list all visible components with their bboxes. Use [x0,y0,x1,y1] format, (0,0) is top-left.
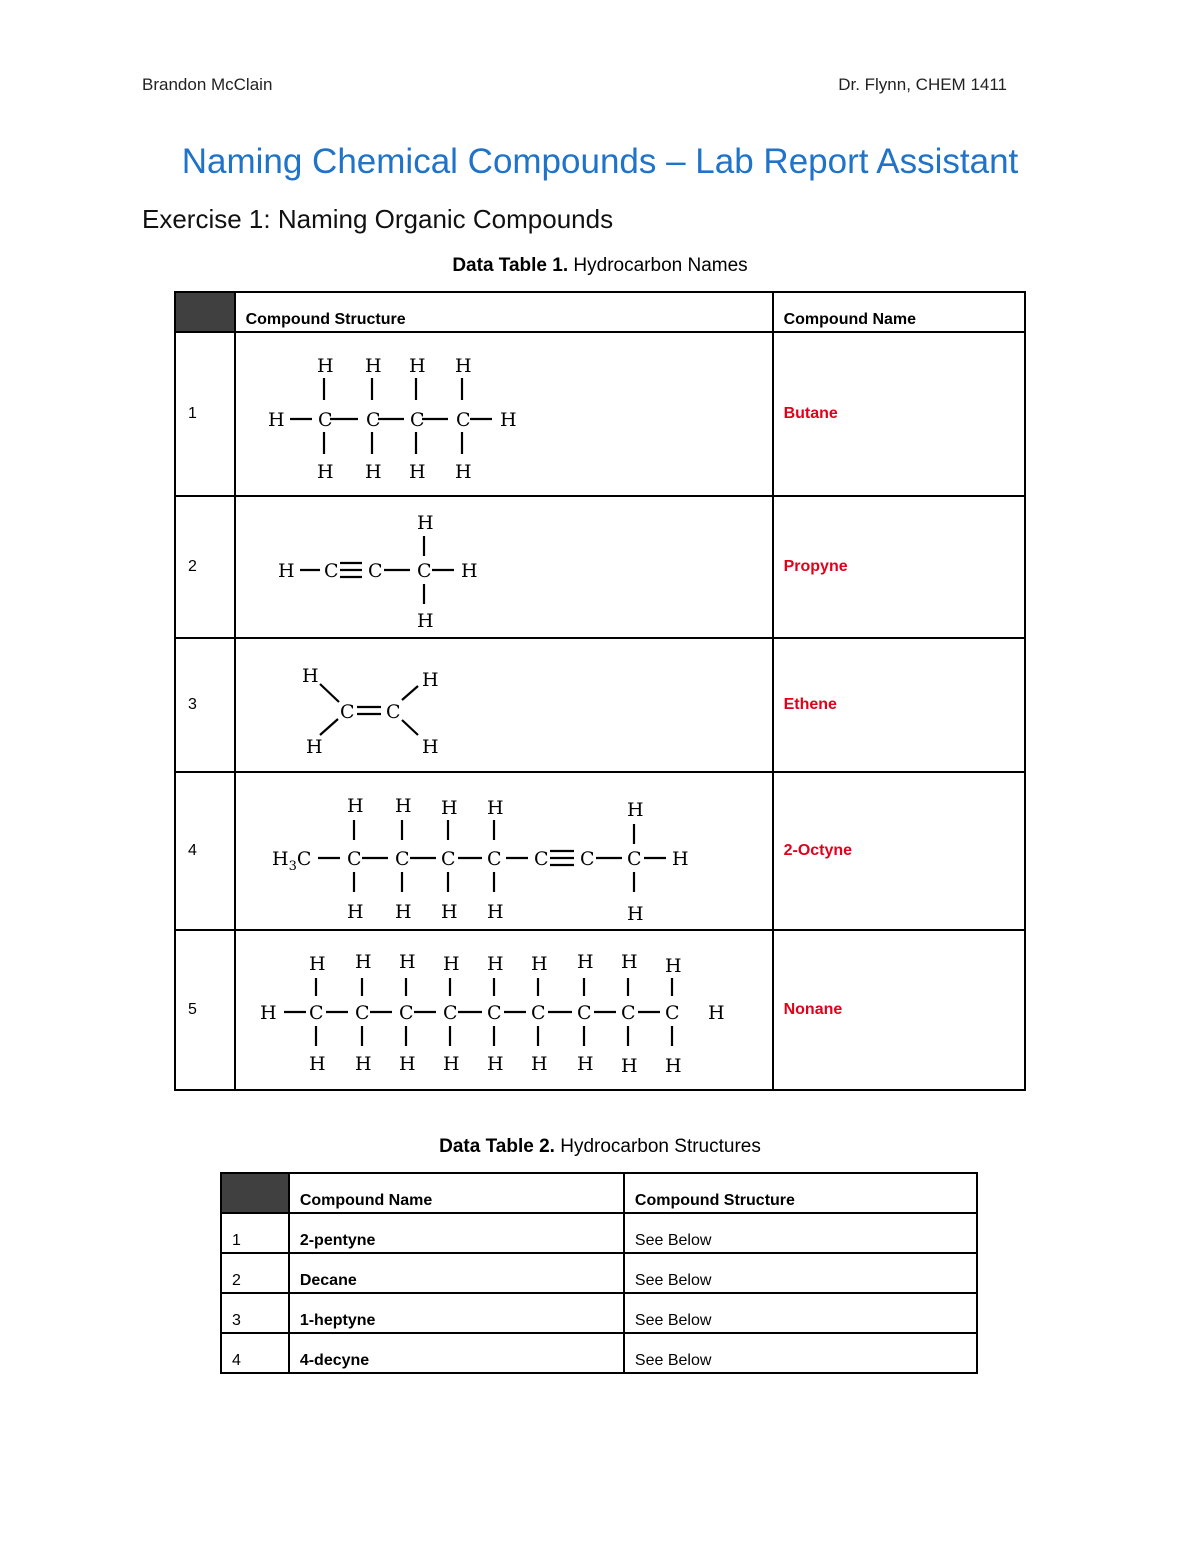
atom-h: H [354,951,372,973]
atom-c: C [385,701,401,723]
atom-h: H [364,461,382,483]
atom-h: H [408,355,426,377]
atom-c: C [367,560,383,582]
header-corner-cell [175,292,235,332]
atom-h: H [486,953,504,975]
atom-h: H [576,1053,594,1075]
atom-h: H [271,848,289,870]
table-row [175,638,1025,772]
atom-c: C [323,560,339,582]
row-number: 2 [175,496,235,638]
atom-h: H [394,795,412,817]
header-course: Dr. Flynn, CHEM 1411 [838,75,1007,94]
atom-h: H [664,955,682,977]
row-number: 5 [175,930,235,1090]
atom-h: H [530,953,548,975]
atom-h: H [398,951,416,973]
atom-h: H [664,1055,682,1077]
atom-h: H [316,461,334,483]
table1-caption-label: Data Table 1. [452,255,569,276]
atom-h: H [416,512,434,534]
table-row [221,1253,977,1293]
atom-c: C [530,1002,546,1024]
compound-name: 2-Octyne [773,772,1025,930]
atom-h: H [671,848,689,870]
atom-h: H [626,903,644,925]
atom-h: H [454,355,472,377]
atom-h: H [486,797,504,819]
atom-h: H [398,1053,416,1075]
atom-c: C [620,1002,636,1024]
structure-cell [235,930,773,1090]
structure-cell [235,332,773,496]
atom-h: H [416,610,434,632]
atom-h: H [620,951,638,973]
atom-h: H [440,901,458,923]
atom-h: H [460,560,478,582]
atom-c: C [296,848,311,870]
ethene-structure [236,640,772,770]
table-header-row [175,292,1025,332]
atom-c: C [339,701,355,723]
table2-caption [0,1136,1200,1158]
compound-name: 4-decyne [289,1333,624,1373]
subscript: 3 [288,859,297,874]
exercise-heading: Exercise 1: Naming Organic Compounds [142,204,614,234]
atom-h: H [408,461,426,483]
hydrocarbon-structures-table [220,1172,978,1374]
table2-caption-label: Data Table 2. [439,1136,555,1157]
atom-h: H [259,1002,277,1024]
atom-h: H [499,409,517,431]
table1-caption-text: Hydrocarbon Names [568,255,748,276]
atom-c: C [455,409,471,431]
butane-structure [236,334,772,494]
atom-h: H [277,560,295,582]
atom-h: H [440,797,458,819]
atom-c: C [409,409,425,431]
nonane-bonds [284,978,672,1046]
atom-h: H [421,669,439,691]
atom-h: H [486,901,504,923]
structure-cell [235,638,773,772]
atom-h: H [364,355,382,377]
compound-name: Decane [289,1253,624,1293]
structure-cell [235,496,773,638]
table-row [175,772,1025,930]
nonane-structure [236,932,772,1088]
atom-h: H [316,355,334,377]
row-number: 3 [175,638,235,772]
column-header-name: Compound Name [289,1173,624,1213]
compound-name: Butane [773,332,1025,496]
atom-c: C [442,1002,458,1024]
atom-h: H [346,901,364,923]
atom-h: H [486,1053,504,1075]
structure-note: See Below [624,1293,977,1333]
column-header-structure: Compound Structure [624,1173,977,1213]
atom-h: H [530,1053,548,1075]
page-title: Naming Chemical Compounds – Lab Report Assistant [181,142,1019,181]
header-corner-cell [221,1173,289,1213]
table-row [221,1213,977,1253]
table-row [221,1333,977,1373]
table1-caption [0,255,1200,277]
row-number: 1 [175,332,235,496]
atom-c: C [533,848,549,870]
atom-c: C [365,409,381,431]
atom-c: C [486,848,502,870]
atom-h: H [305,736,323,758]
table-row [175,496,1025,638]
column-header-structure: Compound Structure [235,292,773,332]
atom-c: C [394,848,410,870]
table-header-row [221,1173,977,1213]
structure-note: See Below [624,1213,977,1253]
table-row [221,1293,977,1333]
table-row [175,930,1025,1090]
atom-c: C [576,1002,592,1024]
compound-name: 2-pentyne [289,1213,624,1253]
atom-h: H [454,461,472,483]
table-row [175,332,1025,496]
atom-h: H [308,953,326,975]
atom-c: C [354,1002,370,1024]
structure-note: See Below [624,1333,977,1373]
row-number: 4 [221,1333,289,1373]
compound-name: 1-heptyne [289,1293,624,1333]
atom-c: C [440,848,456,870]
atom-h: H [626,799,644,821]
hydrocarbon-names-table [174,291,1026,1091]
compound-name: Nonane [773,930,1025,1090]
atom-c: C [626,848,642,870]
octyne-structure [236,774,772,928]
header-author: Brandon McClain [142,75,273,94]
atom-h: H [394,901,412,923]
atom-h: H [354,1053,372,1075]
atom-h: H [346,795,364,817]
methyl-group [272,848,311,874]
atom-h: H [442,953,460,975]
column-header-name: Compound Name [773,292,1025,332]
atom-c: C [416,560,432,582]
ethene-bonds [320,684,418,735]
compound-name: Propyne [773,496,1025,638]
structure-cell [235,772,773,930]
table2-caption-text: Hydrocarbon Structures [554,1136,761,1157]
atom-c: C [486,1002,502,1024]
atom-c: C [308,1002,324,1024]
propyne-structure [236,498,772,636]
atom-h: H [421,736,439,758]
atom-h: H [707,1002,725,1024]
atom-h: H [620,1055,638,1077]
atom-h: H [576,951,594,973]
atom-c: C [317,409,333,431]
structure-note: See Below [624,1253,977,1293]
row-number: 3 [221,1293,289,1333]
row-number: 4 [175,772,235,930]
atom-h: H [442,1053,460,1075]
row-number: 2 [221,1253,289,1293]
compound-name: Ethene [773,638,1025,772]
atom-h: H [301,665,319,687]
row-number: 1 [221,1213,289,1253]
atom-c: C [398,1002,414,1024]
atom-h: H [267,409,285,431]
atom-c: C [346,848,362,870]
atom-h: H [308,1053,326,1075]
atom-c: C [579,848,595,870]
atom-c: C [664,1002,680,1024]
